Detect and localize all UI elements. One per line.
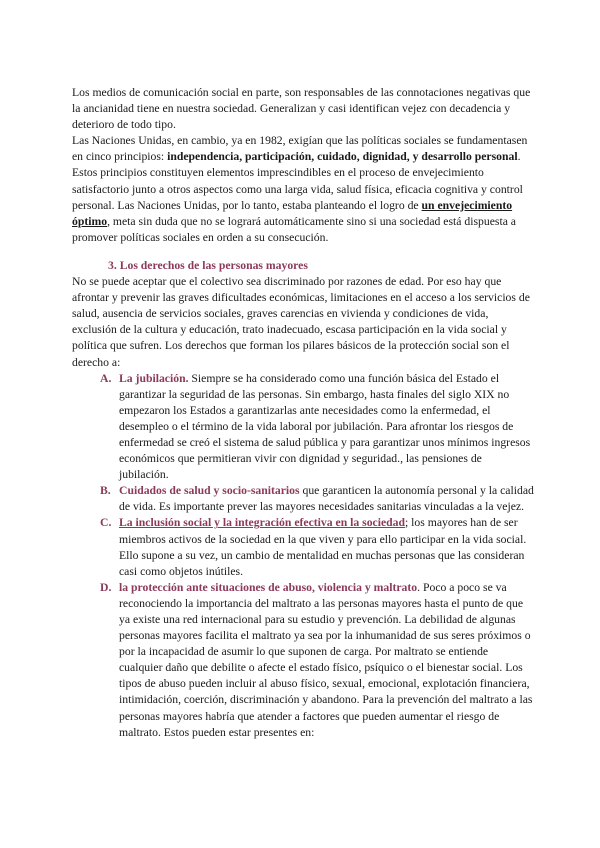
right-text: Siempre se ha considerado como una función básica del Estado el garantizar la seguridad de las personas. Sin embargo, hasta finales del siglo XIX no empezaron los Estados a garantizarlas ante necesidades como la enfermedad, el desempleo o el término de la vida laboral por jubilación. Para afrontar los riesgos de enfermedad se creó el sistema de salud pública y para garantizar unos mínimos ingresos económicos que permitieran vivir con dignidad y seguridad., las pensiones de jubilación.: [119, 371, 531, 482]
intro-p2-mid: . Estos principios constituyen elementos imprescindibles en el proceso de envejecimiento satisfactorio junto a otros aspectos como una larga vida, salud física, eficacia cognitiva y control personal. Las Naciones Unidas, por lo tanto, estaba planteando el logro de: [72, 150, 523, 212]
right-title: Cuidados de salud y socio-sanitarios: [119, 484, 300, 498]
intro-p2-start: Las Naciones Unidas, en cambio, ya en 1982, exigían que las políticas sociales se fundamentasen en cinco principios:: [72, 134, 528, 164]
list-item: [72, 371, 534, 484]
right-title: La jubilación.: [119, 371, 189, 385]
un-principles: independencia, participación, cuidado, dignidad, y desarrollo personal: [167, 150, 518, 164]
intro-paragraph-1: Los medios de comunicación social en parte, son responsables de las connotaciones negativas que la ancianidad tiene en nuestra sociedad. Generalizan y casi identifican vejez con decadencia y deterioro de todo tipo.: [72, 86, 531, 132]
right-text: que garanticen la autonomía personal y la calidad de vida. Es importante prever las mayores necesidades sanitarias vinculadas a la vejez.: [119, 484, 534, 514]
right-text: . Poco a poco se va reconociendo la importancia del maltrato a las personas mayores hasta el punto de que ya existe una red internacional para su estudio y prevención. La debilidad de algunas personas mayores facilita el maltrato ya sea por la inhumanidad de sus seres próximos o por la incapacidad de asumir lo que suponen de carga. Por maltrato se entiende cualquier daño que debilite o afecte el estado físico, psíquico o el bienestar social. Los tipos de abuso pueden incluir al abuso físico, sexual, emocional, explotación financiera, intimidación, coerción, discriminación y abandono. Para la prevención del maltrato a las personas mayores habría que atender a factores que pueden aumentar el riesgo de maltrato. Estos pueden estar presentes en:: [119, 580, 533, 739]
section-body: No se puede aceptar que el colectivo sea discriminado por razones de edad. Por eso hay que afrontar y prevenir las graves dificultades económicas, limitaciones en el acceso a los servicios de salud, ausencia de servicios sociales, graves carencias en vivienda y condiciones de vida, exclusión de la cultura y educación, trato inadecuado, escasa participación en la vida social y política que sufren. Los derechos que forman los pilares básicos de la protección social son el derecho a:: [72, 275, 530, 369]
list-item: [72, 483, 534, 515]
rights-list: [72, 371, 534, 741]
section-heading: 3. Los derechos de las personas mayores: [108, 258, 308, 272]
optimal-aging: un envejecimiento óptimo: [72, 198, 513, 228]
list-marker: D.: [100, 580, 112, 594]
right-text: ; los mayores han de ser miembros activos de la sociedad en la que viven y para ello participar en la vida social. Ello supone a su vez, un cambio de mentalidad en muchas personas que las consideran casi como objetos inútiles.: [119, 516, 527, 578]
list-marker: A.: [100, 371, 112, 385]
intro-p2-end: , meta sin duda que no se logrará automáticamente sino si una sociedad está dispuesta a promover políticas sociales en orden a su consecución.: [72, 214, 516, 244]
right-title: La inclusión social y la integración efectiva en la sociedad: [119, 516, 406, 530]
right-title: la protección ante situaciones de abuso, violencia y maltrato: [119, 580, 418, 594]
intro-paragraph-2: [72, 133, 534, 246]
list-marker: B.: [100, 484, 111, 498]
list-marker: C.: [100, 516, 112, 530]
document-page: [72, 85, 534, 741]
list-item: [72, 580, 534, 741]
list-item: [72, 515, 534, 579]
